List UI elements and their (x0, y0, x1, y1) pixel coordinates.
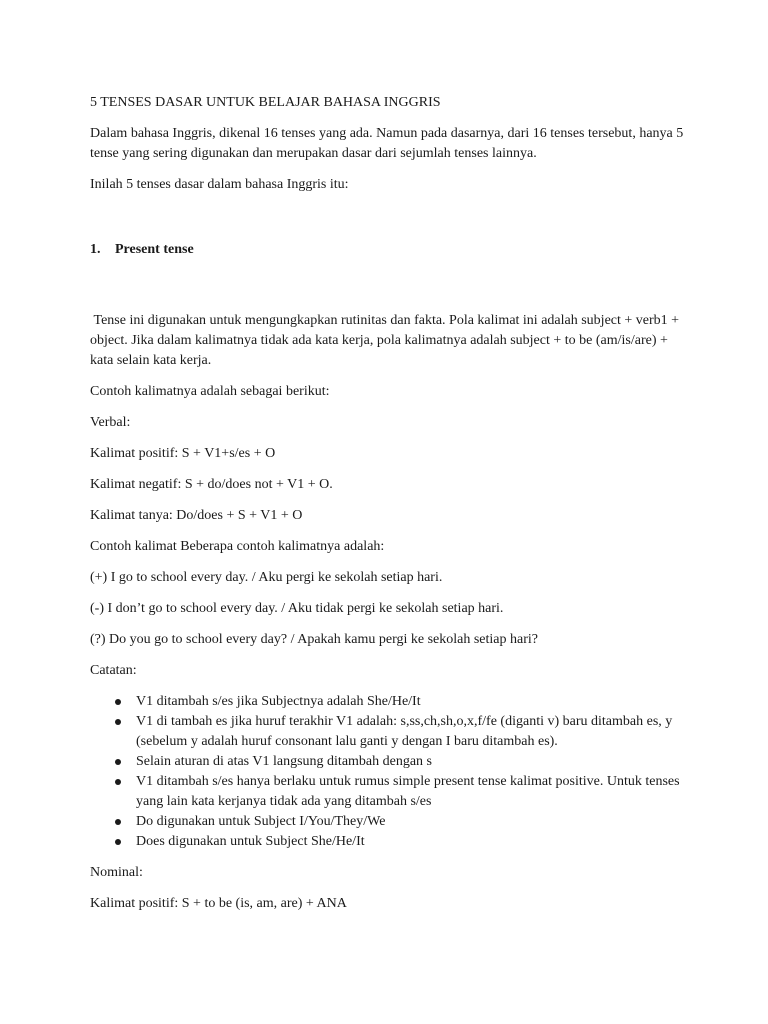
verbal-question-formula: Kalimat tanya: Do/does + S + V1 + O (90, 508, 303, 523)
intro-paragraph-2: Inilah 5 tenses dasar dalam bahasa Inggris itu: (90, 177, 349, 192)
intro-paragraph: Dalam bahasa Inggris, dikenal 16 tenses yang ada. Namun pada dasarnya, dari 16 tenses tersebut, hanya 5 tense yang sering digunakan dan merupakan dasar dari sejumlah tenses lainnya. (90, 126, 684, 161)
example-question: (?) Do you go to school every day? / Apakah kamu pergi ke sekolah setiap hari? (90, 632, 538, 647)
contoh-kalimat-intro: Contoh kalimat Beberapa contoh kalimatnya adalah: (90, 539, 385, 554)
nominal-positive-formula: Kalimat positif: S + to be (is, am, are) + ANA (90, 896, 347, 911)
example-positive: (+) I go to school every day. / Aku pergi ke sekolah setiap hari. (90, 570, 443, 585)
nominal-label: Nominal: (90, 865, 143, 880)
list-item: V1 ditambah s/es hanya berlaku untuk rumus simple present tense kalimat positive. Untuk tenses yang lain kata kerjanya tidak ada yang ditambah s/es (136, 772, 690, 812)
present-tense-description: Tense ini digunakan untuk mengungkapkan rutinitas dan fakta. Pola kalimat ini adalah subject + verb1 + object. Jika dalam kalimatnya tidak ada kata kerja, pola kalimatnya adalah subject + to be (am/is/are) + kata selain kata kerja. (90, 313, 683, 368)
notes-list (90, 692, 690, 852)
contoh-intro: Contoh kalimatnya adalah sebagai berikut: (90, 384, 330, 399)
list-item: Does digunakan untuk Subject She/He/It (136, 832, 690, 852)
catatan-label: Catatan: (90, 663, 137, 678)
document-page (90, 93, 690, 925)
list-item: V1 di tambah es jika huruf terakhir V1 adalah: s,ss,ch,sh,o,x,f/fe (diganti v) baru ditambah es, y (sebelum y adalah huruf consonant lalu ganti y dengan I baru ditambah es). (136, 712, 690, 752)
section-heading-present-tense (90, 240, 690, 260)
example-negative: (-) I don’t go to school every day. / Aku tidak pergi ke sekolah setiap hari. (90, 601, 504, 616)
verbal-label: Verbal: (90, 415, 131, 430)
verbal-negative-formula: Kalimat negatif: S + do/does not + V1 + O. (90, 477, 333, 492)
list-item: Selain aturan di atas V1 langsung ditambah dengan s (136, 752, 690, 772)
verbal-positive-formula: Kalimat positif: S + V1+s/es + O (90, 446, 276, 461)
section-number: 1. (90, 242, 101, 257)
list-item: V1 ditambah s/es jika Subjectnya adalah She/He/It (136, 692, 690, 712)
section-title: Present tense (115, 242, 194, 257)
document-title: 5 TENSES DASAR UNTUK BELAJAR BAHASA INGGRIS (90, 95, 441, 110)
list-item: Do digunakan untuk Subject I/You/They/We (136, 812, 690, 832)
